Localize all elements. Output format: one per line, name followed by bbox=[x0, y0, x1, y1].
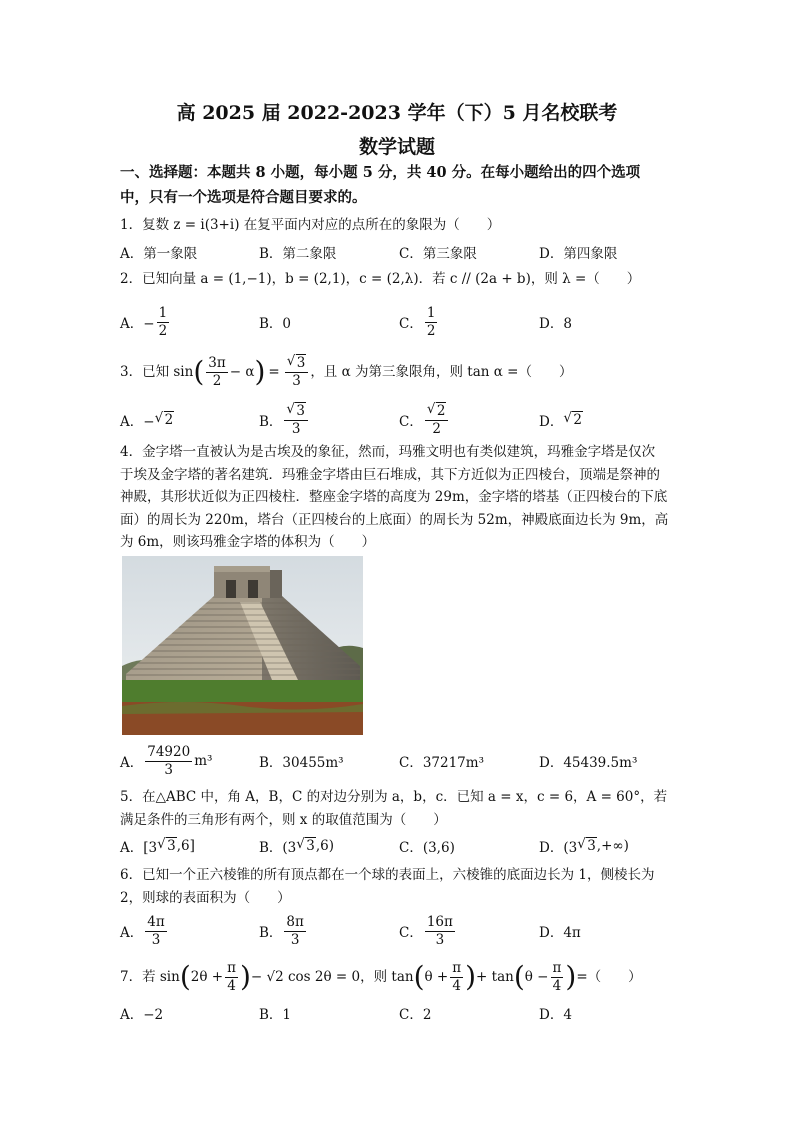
q3-option-c-prefix: C． bbox=[399, 414, 423, 430]
q4-line-2: 于埃及金字塔的著名建筑．玛雅金字塔由巨石堆成，其下方近似为正四棱台，顶端是祭神的 bbox=[120, 466, 660, 483]
q6-line-1: 6．已知一个正六棱锥的所有顶点都在一个球的表面上，六棱锥的底面边长为 1，侧棱长为 bbox=[120, 867, 655, 883]
question-4-stem bbox=[120, 441, 676, 554]
q5-option-c: C．(3,6) bbox=[399, 840, 455, 856]
q3-paren-close: ) bbox=[254, 355, 266, 388]
q5-line-1: 5．在△ABC 中，角 A，B，C 的对边分别为 a，b，c．已知 a = x，c = 6，A = 60°，若 bbox=[120, 789, 668, 805]
question-6-stem bbox=[120, 864, 676, 909]
q4-option-d: D．45439.5m³ bbox=[539, 755, 638, 771]
q7-option-d: D．4 bbox=[539, 1007, 572, 1023]
q3-option-c-root bbox=[427, 403, 447, 420]
q2-option-d: D．8 bbox=[539, 316, 572, 332]
question-1-stem: 1．复数 z = i(3+i) 在复平面内对应的点所在的象限为（ ） bbox=[120, 217, 501, 233]
q2-option-b: B．0 bbox=[259, 316, 292, 332]
q3-rhs-fraction bbox=[285, 355, 309, 390]
q7-fraction-2 bbox=[450, 960, 463, 995]
q3-option-c bbox=[399, 398, 450, 442]
q2-c-den: 2 bbox=[426, 322, 436, 339]
q6-option-b-prefix: B． bbox=[259, 925, 283, 941]
q1-option-b: B．第二象限 bbox=[259, 246, 337, 262]
q2-c-num: 1 bbox=[426, 304, 436, 321]
q5-option-d-root-value: 3 bbox=[587, 838, 596, 854]
question-5-stem bbox=[120, 786, 676, 831]
q3-option-b-fraction bbox=[284, 403, 308, 438]
pyramid-illustration bbox=[122, 556, 363, 735]
exam-title: 高 2025 届 2022-2023 学年（下）5 月名校联考 bbox=[176, 102, 618, 124]
q5-option-d-pre: D．(3 bbox=[539, 840, 578, 856]
q5-option-d-post: ,+∞) bbox=[596, 838, 629, 854]
q7-arg-3: θ − bbox=[524, 969, 549, 985]
q7-paren-3-close: ) bbox=[565, 960, 577, 993]
q7-paren-2-open: ( bbox=[413, 960, 425, 993]
q6-a-den: 3 bbox=[151, 931, 161, 948]
q3-option-b-prefix: B． bbox=[259, 414, 283, 430]
q5-option-d bbox=[539, 832, 629, 860]
q1-option-d: D．第四象限 bbox=[539, 246, 618, 262]
question-3-stem bbox=[120, 350, 680, 394]
q7-f1-den: 4 bbox=[227, 977, 236, 994]
q6-option-d: D．4π bbox=[539, 925, 581, 941]
q6-c-num: 16π bbox=[426, 913, 453, 930]
question-3-options bbox=[120, 398, 680, 442]
q7-arg-1: 2θ + bbox=[190, 969, 224, 985]
q6-option-a-prefix: A． bbox=[120, 925, 144, 941]
q3-option-c-fraction bbox=[425, 403, 449, 438]
q7-option-b: B．1 bbox=[259, 1007, 292, 1023]
q5-option-a-pre: A．[3 bbox=[120, 840, 158, 856]
q5-option-a-post: ,6] bbox=[176, 838, 195, 854]
q2-a-num: 1 bbox=[158, 304, 168, 321]
q5-option-d-root bbox=[577, 838, 597, 854]
q4-a-den: 3 bbox=[164, 761, 174, 778]
q7-paren-1-open: ( bbox=[179, 960, 191, 993]
q7-paren-3-open: ( bbox=[513, 960, 525, 993]
q2-option-a-fraction bbox=[157, 305, 170, 340]
q3-rhs-root-value: 3 bbox=[296, 354, 306, 371]
question-1-options bbox=[120, 238, 680, 266]
q7-paren-2-close: ) bbox=[465, 960, 477, 993]
question-2-options bbox=[120, 300, 680, 344]
q3-option-c-den: 2 bbox=[432, 420, 441, 437]
q3-rhs-den: 3 bbox=[292, 372, 301, 389]
question-5-options bbox=[120, 832, 680, 860]
q4-option-a-prefix: A． bbox=[120, 755, 144, 771]
q7-fraction-3 bbox=[551, 960, 564, 995]
q3-option-b-den: 3 bbox=[291, 420, 301, 437]
mayan-pyramid-image bbox=[122, 556, 363, 735]
q4-line-3: 神殿，其形状近似为正四棱柱．整座金字塔的高度为 29m，金字塔的塔基（正四棱台的下底 bbox=[120, 489, 668, 505]
q5-option-a-root bbox=[157, 838, 177, 854]
q3-option-a-root bbox=[155, 412, 175, 428]
q7-plus-tan: + tan bbox=[476, 969, 514, 985]
q2-option-a bbox=[120, 300, 171, 344]
q6-b-num: 8π bbox=[286, 913, 304, 930]
q3-paren-open: ( bbox=[193, 355, 205, 388]
q3-option-d bbox=[539, 398, 583, 442]
q7-f2-num: π bbox=[452, 959, 462, 976]
q3-option-d-root-value: 2 bbox=[573, 412, 582, 428]
q3-stem-pre: 3．已知 sin bbox=[120, 364, 194, 380]
section-line-2: 中，只有一个选项是符合题目要求的。 bbox=[120, 189, 367, 206]
q6-b-den: 3 bbox=[290, 931, 300, 948]
q4-line-4: 面）的周长为 220m，塔台（正四棱台的上底面）的周长为 52m，神殿底面边长为 9m，高 bbox=[120, 511, 669, 528]
q3-option-b bbox=[259, 398, 310, 442]
q4-option-a-fraction bbox=[145, 744, 192, 779]
q3-option-a-prefix: A．− bbox=[120, 414, 155, 430]
q3-angle-fraction bbox=[206, 355, 227, 390]
q3-frac-den: 2 bbox=[212, 372, 222, 389]
q6-option-a-fraction bbox=[145, 914, 166, 949]
q7-arg-2: θ + bbox=[424, 969, 449, 985]
q6-option-c-prefix: C． bbox=[399, 925, 423, 941]
q2-a-den: 2 bbox=[158, 322, 168, 339]
q3-option-c-root-value: 2 bbox=[436, 402, 446, 419]
q7-f3-num: π bbox=[552, 959, 562, 976]
q2-option-c bbox=[399, 300, 439, 344]
q6-line-2: 2，则球的表面积为（ ） bbox=[120, 889, 291, 906]
section-line-1: 一、选择题：本题共 8 小题，每小题 5 分，共 40 分。在每小题给出的四个选项 bbox=[120, 164, 641, 181]
q3-option-a bbox=[120, 398, 174, 442]
q6-option-b bbox=[259, 910, 308, 952]
question-2-stem: 2．已知向量 a = (1,−1)，b = (2,1)，c = (2,λ)．若 c // (2a + b)，则 λ =（ ） bbox=[120, 271, 641, 287]
q7-f2-den: 4 bbox=[452, 977, 461, 994]
q4-a-num: 74920 bbox=[147, 743, 191, 760]
q3-option-b-root bbox=[286, 403, 306, 420]
q1-option-c: C．第三象限 bbox=[399, 246, 477, 262]
q4-option-c: C．37217m³ bbox=[399, 755, 484, 771]
exam-subtitle: 数学试题 bbox=[358, 136, 435, 158]
question-7-options bbox=[120, 1000, 680, 1026]
question-6-options bbox=[120, 910, 680, 952]
q6-option-c bbox=[399, 910, 457, 952]
q6-option-b-fraction bbox=[284, 914, 305, 949]
q6-option-a bbox=[120, 910, 169, 952]
question-7-stem bbox=[120, 955, 680, 999]
q4-option-b: B．30455m³ bbox=[259, 755, 344, 771]
q3-option-d-root bbox=[563, 412, 583, 428]
q7-fraction-1 bbox=[225, 960, 238, 995]
q7-mid: − √2 cos 2θ = 0，则 tan bbox=[250, 969, 414, 985]
q6-a-num: 4π bbox=[147, 913, 165, 930]
q1-option-a: A．第一象限 bbox=[120, 246, 198, 262]
q3-minus-alpha: − α bbox=[229, 364, 255, 380]
q5-option-a-root-value: 3 bbox=[167, 838, 176, 854]
q6-option-c-fraction bbox=[425, 914, 455, 949]
q5-option-b-pre: B．(3 bbox=[259, 840, 297, 856]
q5-option-b-root bbox=[296, 838, 316, 854]
q4-option-a-unit: m³ bbox=[194, 753, 213, 769]
q3-stem-post: ，且 α 为第三象限角，则 tan α =（ ） bbox=[310, 364, 573, 380]
q4-line-5: 为 6m，则该玛雅金字塔的体积为（ ） bbox=[120, 534, 376, 550]
q3-option-d-prefix: D． bbox=[539, 414, 564, 430]
q2-option-c-fraction bbox=[425, 305, 438, 340]
q7-option-a: A．−2 bbox=[120, 1007, 164, 1023]
q7-option-c: C．2 bbox=[399, 1007, 432, 1023]
q5-option-b-root-value: 3 bbox=[306, 838, 315, 854]
question-4-options bbox=[120, 740, 680, 782]
q4-option-a bbox=[120, 740, 212, 782]
q7-post: =（ ） bbox=[576, 969, 642, 985]
q7-f3-den: 4 bbox=[552, 977, 562, 994]
q5-option-a bbox=[120, 832, 195, 860]
q4-line-1: 4．金字塔一直被认为是古埃及的象征，然而，玛雅文明也有类似建筑，玛雅金字塔是仅次 bbox=[120, 444, 656, 460]
q3-rhs-root bbox=[287, 355, 307, 372]
q3-option-a-root-value: 2 bbox=[164, 412, 174, 428]
q5-option-b bbox=[259, 832, 334, 860]
q5-option-b-post: ,6) bbox=[315, 838, 335, 854]
section-instructions bbox=[120, 160, 680, 210]
q7-paren-1-close: ) bbox=[239, 960, 251, 993]
q3-option-b-root-value: 3 bbox=[296, 402, 306, 419]
q2-option-a-prefix: A．− bbox=[120, 316, 155, 332]
q2-option-c-prefix: C． bbox=[399, 316, 423, 332]
q3-frac-num: 3π bbox=[208, 354, 226, 371]
q6-c-den: 3 bbox=[435, 931, 445, 948]
q3-equals: = bbox=[268, 364, 280, 380]
q5-line-2: 满足条件的三角形有两个，则 x 的取值范围为（ ） bbox=[120, 811, 447, 828]
q7-f1-num: π bbox=[227, 959, 236, 976]
q7-pre: 7．若 sin bbox=[120, 969, 180, 985]
